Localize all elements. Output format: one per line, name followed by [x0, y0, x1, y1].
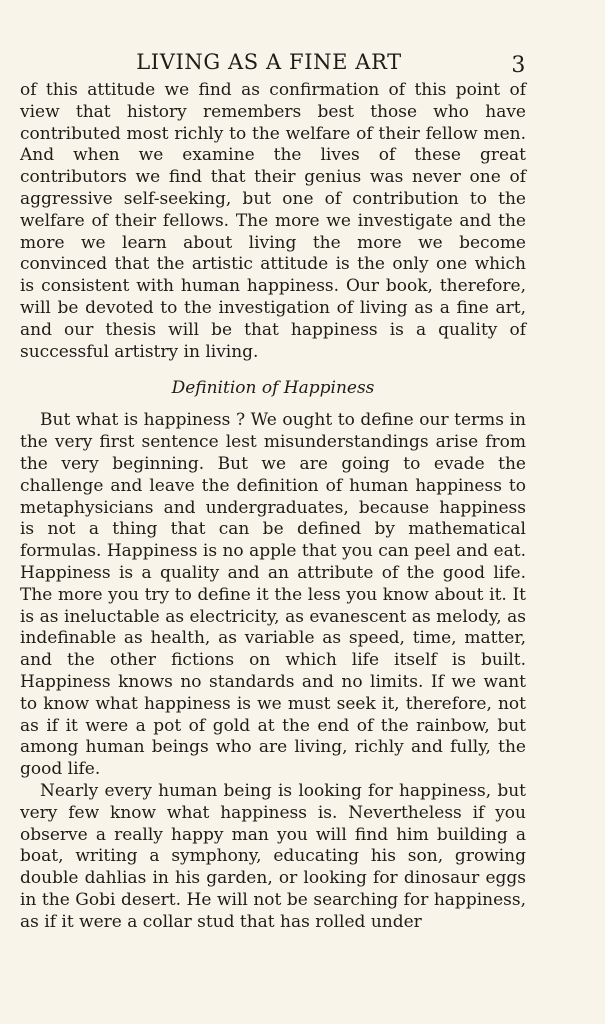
body-text — [20, 80, 526, 933]
section-heading: Definition of Happiness — [171, 378, 375, 399]
page-number: 3 — [511, 53, 526, 78]
paragraph-happiness-search: Nearly every human being is looking for happiness, but very few know what happiness is. Nevertheless if you observe a really happy man you will find him building a boat, writing a symphony, educating his son, growing double dahlias in his garden, or looking for dinosaur eggs in the Gobi desert. He will not be searching for happiness, as if it were a collar stud that has rolled under — [20, 780, 526, 932]
paragraph-definition: But what is happiness ? We ought to define our terms in the very first sentence lest misunderstandings arise from the very beginning. But we are going to evade the challenge and leave the definition of human happiness to metaphysicians and undergraduates, because happiness is not a thing that can be defined by mathematical formulas. Happiness is no apple that you can peel and eat. Happiness is a quality and an attribute of the good life. The more you try to define it the less you know about it. It is as ineluctable as electricity, as evanescent as melody, as indefinable as health, as variable as speed, time, matter, and the other fictions on which life itself is built. Happiness knows no standards and no limits. If we want to know what happiness is we must seek it, therefore, not as if it were a pot of gold at the end of the rainbow, but among human beings who are living, richly and fully, the good life. — [20, 410, 526, 780]
book-page — [20, 46, 526, 933]
running-header — [20, 46, 526, 80]
running-title: LIVING AS A FINE ART — [136, 50, 402, 74]
paragraph-continued: of this attitude we find as confirmation of this point of view that history remembers best those who have contributed most richly to the welfare of their fellow men. And when we examine the lives of these great contributors we find that their genius was never one of aggressive self-seeking, but one of contribution to the welfare of their fellows. The more we investigate and the more we learn about living the more we become convinced that the artistic attitude is the only one which is consistent with human happiness. Our book, therefore, will be devoted to the investigation of living as a fine art, and our thesis will be that happiness is a quality of successful artistry in living. — [20, 80, 526, 362]
